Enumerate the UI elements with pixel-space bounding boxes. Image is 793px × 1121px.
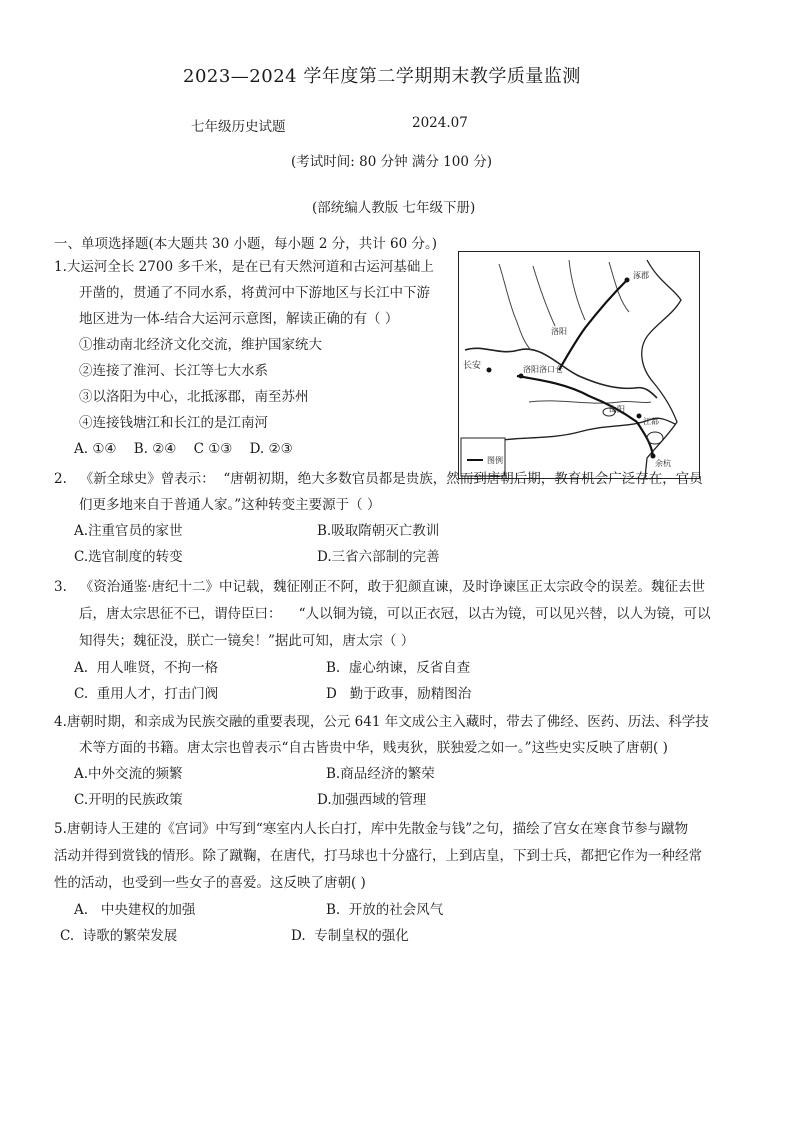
question-2-option-a: A.注重官员的家世 xyxy=(74,523,183,539)
question-5-line: 性的活动，也受到一些女子的喜爱。这反映了唐朝( ) xyxy=(54,875,366,891)
map-label: 长安 xyxy=(463,361,482,371)
question-3-option-d: D 勤于政事，励精图治 xyxy=(326,686,472,702)
question-3-line: 3. 《资治通鉴·唐纪十二》中记载，魏征刚正不阿，敢于犯颜直谏，及时诤谏匡正太宗政令的误差。魏征去世 xyxy=(54,579,706,595)
question-2-option-d: D.三省六部制的完善 xyxy=(317,549,440,565)
question-3-option-b: B. 虚心纳谏，反省自查 xyxy=(326,660,471,676)
map-label: 江都 xyxy=(643,417,659,426)
map-label: 洛阳 xyxy=(551,327,567,336)
question-1-line: 开凿的，贯通了不同水系，将黄河中下游地区与长江中下游 xyxy=(79,285,430,301)
question-1-options: A. ①④ B. ②④ C ①③ D. ②③ xyxy=(74,441,293,457)
question-5-option-a: A. 中央建权的加强 xyxy=(74,902,196,918)
section-heading: 一、单项选择题(本大题共 30 小题，每小题 2 分，共计 60 分。) xyxy=(54,236,437,252)
question-4-line: 术等方面的书籍。唐太宗也曾表示“自古皆贵中华，贱夷狄，朕独爱之如一。”这些史实反映了唐朝( ) xyxy=(79,740,668,756)
question-5-option-b: B. 开放的社会风气 xyxy=(326,902,444,918)
question-4-line: 4.唐朝时期，和亲成为民族交融的重要表现，公元 641 年文成公主入藏时，带去了佛经、医药、历法、科学技 xyxy=(54,714,709,730)
question-4-option-d: D.加强西域的管理 xyxy=(317,792,427,808)
map-label: 涿郡 xyxy=(633,271,649,280)
question-1-line: 1.大运河全长 2700 多千米，是在已有天然河道和古运河基础上 xyxy=(54,259,434,275)
question-1-item: ①推动南北经济文化交流，维护国家统大 xyxy=(79,337,322,353)
question-3-line: 后，唐太宗思征不已，谓侍臣曰： “人以铜为镜，可以正衣冠，以古为镜，可以见兴替，以人为镜，可以 xyxy=(79,606,711,622)
question-5-option-c: C. 诗歌的繁荣发展 xyxy=(60,928,178,944)
map-legend: 图例 xyxy=(487,456,503,465)
question-3-line: 知得失；魏征没，朕亡一镜矣！”据此可知，唐太宗（ ） xyxy=(79,633,415,649)
subject-title: 七年级历史试题 xyxy=(191,119,286,135)
question-1-line: 地区进为一体-结合大运河示意图，解读正确的有（ ） xyxy=(79,311,399,327)
exam-info: (考试时间: 80 分钟 满分 100 分) xyxy=(291,154,492,170)
question-4-option-b: B.商品经济的繁荣 xyxy=(326,766,435,782)
grand-canal-map xyxy=(458,251,700,479)
textbook-edition: (部统编人教版 七年级下册) xyxy=(312,200,476,216)
map-label: 余杭 xyxy=(655,459,671,468)
question-4-option-c: C.开明的民族政策 xyxy=(74,792,183,808)
map-label: 洛阳洛口仓 xyxy=(523,365,563,374)
question-3-option-a: A. 用人唯贤，不拘一格 xyxy=(74,660,219,676)
question-5-line: 活动并得到赏钱的情形。除了蹴鞠，在唐代，打马球也十分盛行，上到店皇，下到士兵，都把它作为一种经常 xyxy=(54,848,702,864)
exam-title: 2023—2024 学年度第二学期期末教学质量监测 xyxy=(183,66,581,87)
question-2-option-c: C.选官制度的转变 xyxy=(74,549,183,565)
question-5-line: 5.唐朝诗人王建的《宫词》中写到“寒室内人长白打，库中先散金与钱”之句，描绘了宫女在寒食节参与蹴物 xyxy=(54,821,689,837)
question-1-item: ④连接钱塘江和长江的是江南河 xyxy=(79,415,268,431)
question-2-line: 们更多地来自于普通人家。”这种转变主要源于（ ） xyxy=(79,497,381,513)
question-2-line: 2. 《新全球史》曾表示： “唐朝初期，绝大多数官员都是贵族，然而到唐朝后期，教育机会广泛存在，官员 xyxy=(54,471,703,487)
map-drawing xyxy=(459,252,699,478)
map-label: 山阳 xyxy=(609,405,625,414)
question-3-option-c: C. 重用人才，打击门阀 xyxy=(74,686,219,702)
question-2-option-b: B.吸取隋朝灭亡教训 xyxy=(317,523,440,539)
question-1-item: ③以洛阳为中心，北抵涿郡，南至苏州 xyxy=(79,389,309,405)
question-4-option-a: A.中外交流的频繁 xyxy=(74,766,183,782)
question-5-option-d: D. 专制皇权的强化 xyxy=(291,928,409,944)
exam-date: 2024.07 xyxy=(412,115,468,131)
question-1-item: ②连接了淮河、长江等七大水系 xyxy=(79,363,268,379)
